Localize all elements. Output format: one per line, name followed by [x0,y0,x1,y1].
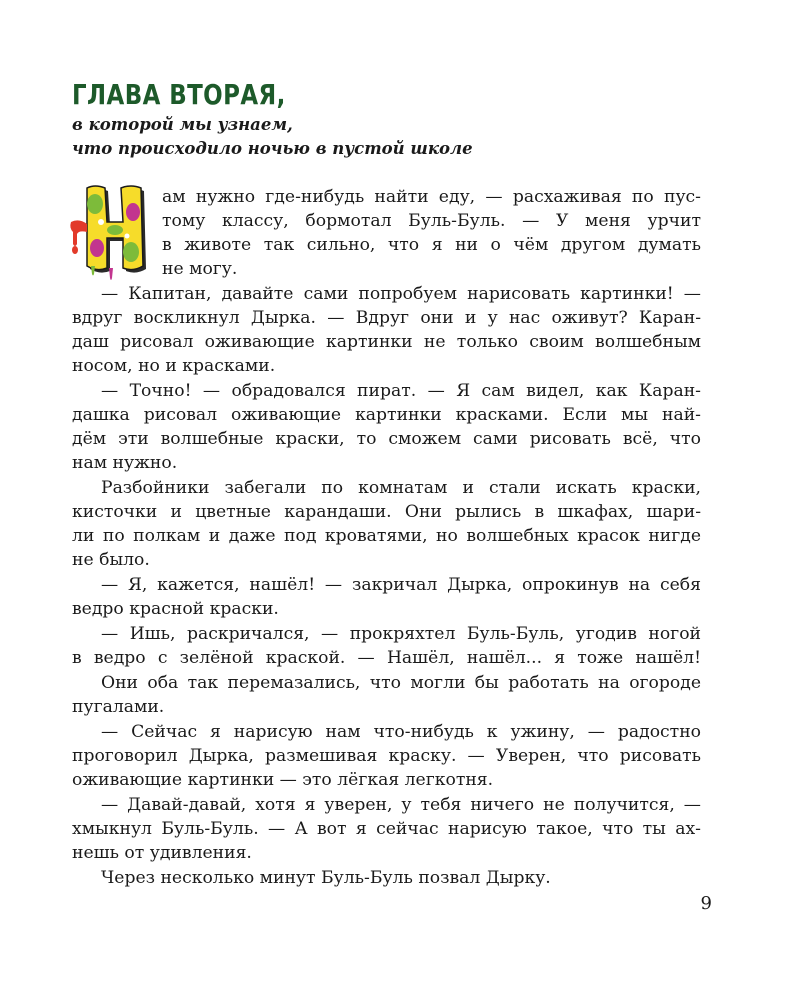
text-line: — Капитан, давайте сами попробуем нарисовать картинки! — [101,284,701,304]
text-line: ли по полкам и даже под кроватями, но волшебных красок нигде [72,526,701,546]
text-line: ведро красной краски. [72,599,279,619]
page-number: 9 [700,893,712,914]
text-line: не было. [72,550,150,570]
text-line: Через несколько минут Буль-Буль позвал Дырку. [101,868,551,888]
text-line: Они оба так перемазались, что могли бы работать на огороде [101,673,701,693]
text-line: нешь от удивления. [72,843,252,863]
text-line: дашка рисовал оживающие картинки красками. Если мы най- [72,405,701,425]
text-line: хмыкнул Буль-Буль. — А вот я сейчас нарисую такое, что ты ах- [72,819,701,839]
paint-splatter-letter-icon [65,182,157,282]
text-line: ам нужно где-нибудь найти еду, — расхаживая по пус- [162,187,701,207]
text-line: носом, но и красками. [72,356,276,376]
text-line: в животе так сильно, что я ни о чём другом думать [162,235,701,255]
text-line: — Ишь, раскричался, — прокряхтел Буль-Буль, угодив ногой [101,624,701,644]
text-line: вдруг воскликнул Дырка. — Вдруг они и у нас оживут? Каран- [72,308,701,328]
text-line: в ведро с зелёной краской. — Нашёл, нашёл... я тоже нашёл! [72,648,701,668]
text-line: — Я, кажется, нашёл! — закричал Дырка, опрокинув на себя [101,575,701,595]
text-line: нам нужно. [72,453,178,473]
chapter-subtitle-line-2: что происходило ночью в пустой школе [72,139,473,158]
text-line: оживающие картинки — это лёгкая легкотня. [72,770,494,790]
text-line: — Сейчас я нарисую нам что-нибудь к ужину, — радостно [101,722,701,742]
text-line: проговорил Дырка, размешивая краску. — Уверен, что рисовать [72,746,701,766]
text-line: кисточки и цветные карандаши. Они рылись в шкафах, шари- [72,502,701,522]
text-line: даш рисовал оживающие картинки не только своим волшебным [72,332,701,352]
text-line: пугалами. [72,697,165,717]
text-line: — Давай-давай, хотя я уверен, у тебя ничего не получится, — [101,795,701,815]
text-line: дём эти волшебные краски, то сможем сами рисовать всё, что [72,429,701,449]
chapter-title: ГЛАВА ВТОРАЯ, [72,78,286,111]
text-line: Разбойники забегали по комнатам и стали искать краски, [101,478,701,498]
dropcap-letter [65,182,157,282]
text-line: не могу. [162,259,238,279]
chapter-subtitle-line-1: в которой мы узнаем, [72,115,293,134]
text-line: — Точно! — обрадовался пират. — Я сам видел, как Каран- [101,381,701,401]
text-line: тому классу, бормотал Буль-Буль. — У меня урчит [162,211,701,231]
